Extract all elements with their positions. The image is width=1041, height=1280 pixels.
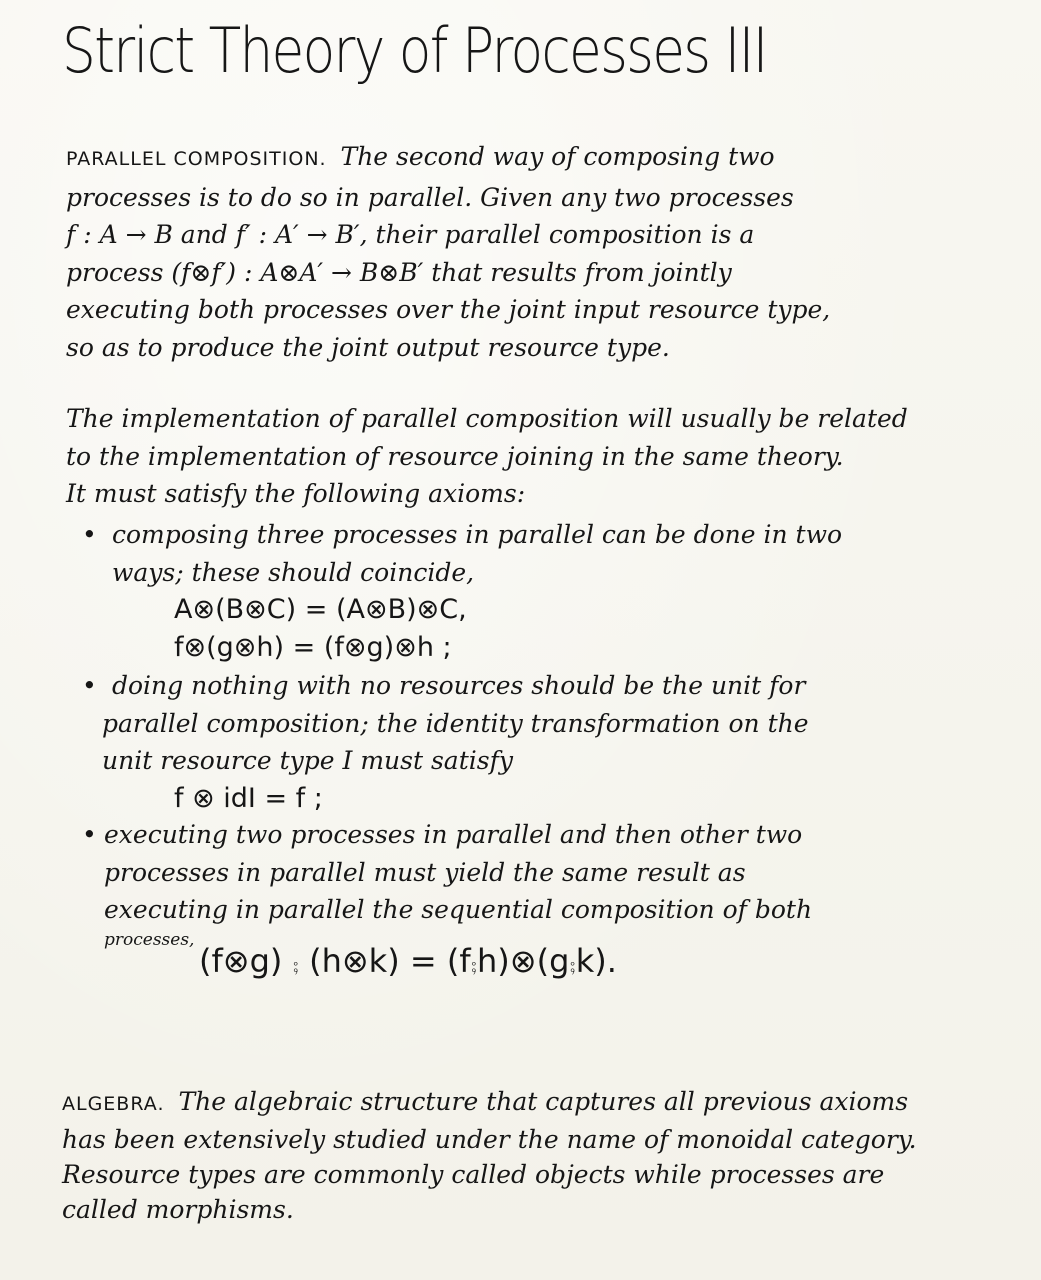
axiom-line: composing three processes in parallel can be done in two xyxy=(112,520,843,549)
section-heading: ALGEBRA. xyxy=(62,1093,165,1115)
axiom-associativity xyxy=(82,516,962,666)
section-heading: PARALLEL COMPOSITION. xyxy=(66,148,327,170)
page-title: Strict Theory of Processes III xyxy=(62,14,767,87)
paragraph-line xyxy=(66,138,966,179)
axiom-line: unit resource type I must satisfy xyxy=(102,746,513,775)
formula-objects: A⊗(B⊗C) = (A⊗B)⊗C, xyxy=(174,594,467,625)
paragraph-line xyxy=(62,1084,962,1122)
algebra-paragraph xyxy=(62,1084,962,1227)
axiom-line: parallel composition; the identity transformation on the xyxy=(102,708,809,738)
formula-interchange: (f⊗g) ⨾ (h⊗k) = (f⨾h)⊗(g⨾k). xyxy=(199,941,617,980)
axiom-line: ways; these should coincide, xyxy=(112,557,475,587)
axiom-interchange xyxy=(82,816,964,980)
bullet-dot: • xyxy=(82,520,97,549)
paragraph-line: The implementation of parallel composition will usually be related xyxy=(66,404,908,433)
axiom-line: processes in parallel must yield the same result as xyxy=(104,857,746,887)
paragraph-text: The second way of composing two xyxy=(340,142,775,171)
bullet-dot: • xyxy=(82,671,97,700)
paragraph-line: processes is to do so in parallel. Given any two processes xyxy=(66,182,794,212)
bullet-dot: • xyxy=(82,820,97,849)
paragraph-line: has been extensively studied under the name of monoidal category. xyxy=(62,1125,917,1154)
axiom-line: executing two processes in parallel and then other two xyxy=(104,820,803,849)
paragraph-text: The algebraic structure that captures all previous axioms xyxy=(178,1087,909,1116)
axiom-line: executing in parallel the sequential composition of both xyxy=(104,895,813,924)
implementation-paragraph xyxy=(66,400,966,513)
paragraph-line: It must satisfy the following axioms: xyxy=(66,479,526,508)
paragraph-line: called morphisms. xyxy=(62,1195,294,1224)
axiom-line: processes, xyxy=(104,929,195,950)
paragraph-line: process (f⊗f′) : A⊗A′ → B⊗B′ that results from jointly xyxy=(66,257,732,287)
paragraph-line: so as to produce the joint output resource type. xyxy=(66,332,670,362)
formula-unit: f ⊗ idI = f ; xyxy=(174,782,323,814)
axiom-line: doing nothing with no resources should be the unit for xyxy=(112,671,806,700)
parallel-composition-paragraph xyxy=(66,138,966,366)
formula-morphisms: f⊗(g⊗h) = (f⊗g)⊗h ; xyxy=(174,631,452,663)
paragraph-line: Resource types are commonly called objects while processes are xyxy=(62,1160,885,1189)
axiom-unit xyxy=(82,667,962,817)
paragraph-line: f : A → B and f′ : A′ → B′, their parallel composition is a xyxy=(66,220,755,249)
paragraph-line: executing both processes over the joint input resource type, xyxy=(66,295,831,324)
paragraph-line: to the implementation of resource joining in the same theory. xyxy=(66,441,844,471)
